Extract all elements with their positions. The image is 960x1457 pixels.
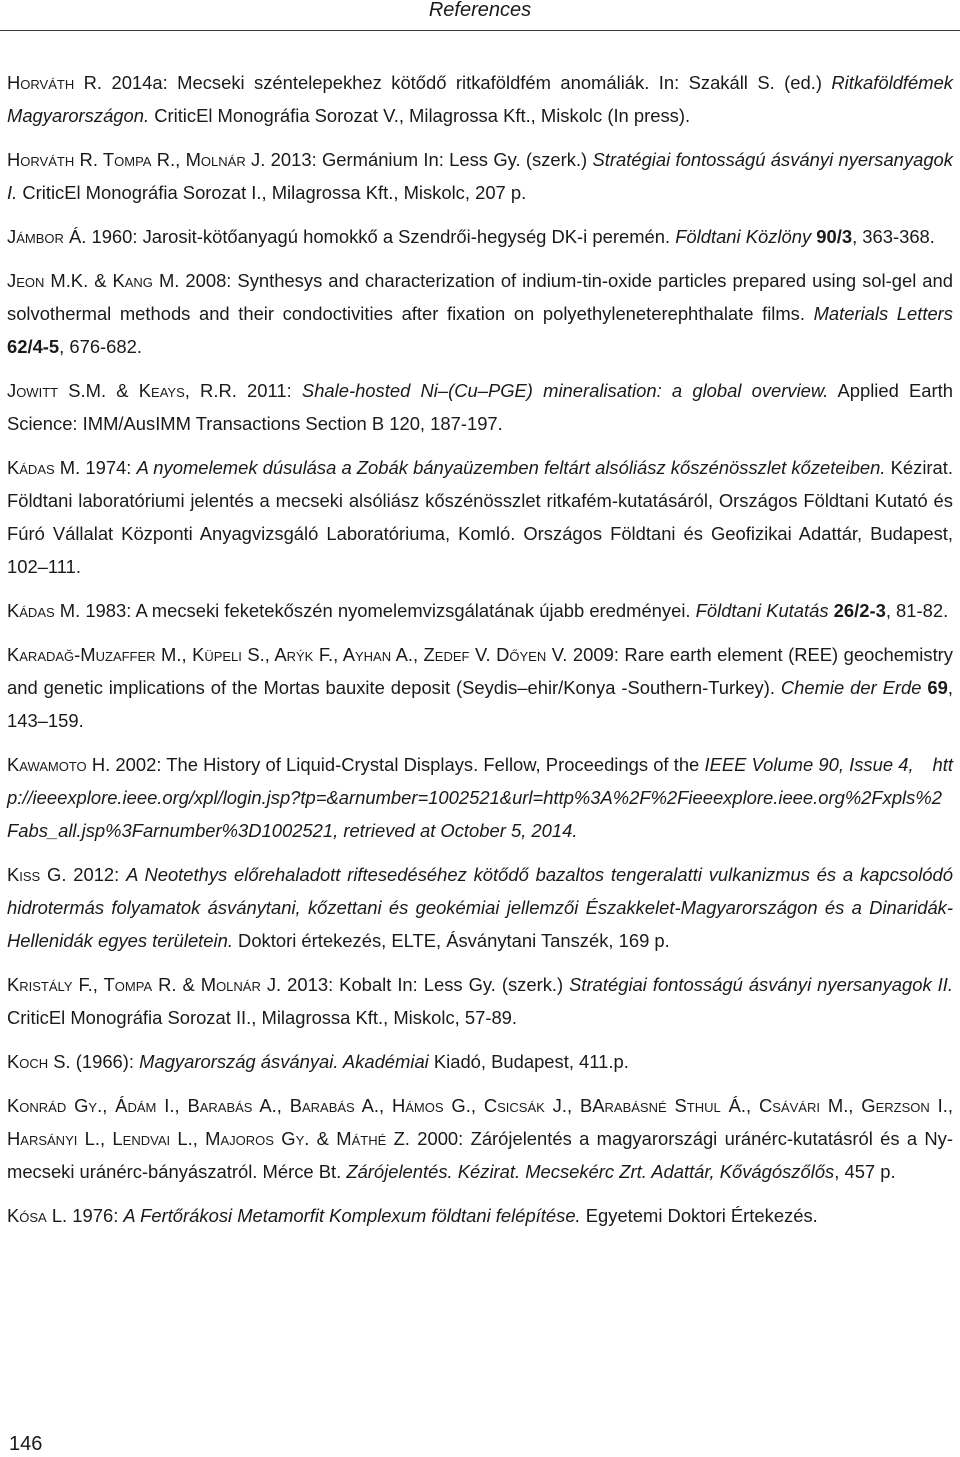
reference-authors: Jeon M.K. & Kang M. (7, 270, 180, 291)
reference-authors: Jowitt S.M. & Keays, R.R. (7, 380, 237, 401)
reference-entry (7, 143, 953, 209)
reference-entry (7, 374, 953, 440)
reference-authors: Kawamoto H. (7, 754, 111, 775)
reference-entry (7, 1089, 953, 1188)
reference-entry (7, 858, 953, 957)
reference-authors: Koch S. (7, 1051, 71, 1072)
reference-volume: 90/3 (816, 226, 853, 247)
reference-volume: 69 (927, 677, 948, 698)
reference-pages: , 363-368. (852, 226, 935, 247)
page-number: 146 (9, 1433, 43, 1455)
reference-entry (7, 451, 953, 583)
reference-authors: Kósa L. (7, 1205, 68, 1226)
reference-title: Stratégiai fontosságú ásványi nyersanyagok I. (7, 149, 953, 203)
reference-entry (7, 748, 953, 847)
reference-text: 1976: (67, 1205, 124, 1226)
reference-authors: Karadağ-Muzaffer M., Küpeli S., Arýk F., Ayhan A., Zedef V. Dőyen V. (7, 644, 568, 665)
reference-title: Zárójelentés. Kézirat. Mecsekérc Zrt. Adattár, Kővágószőlős (346, 1161, 835, 1182)
reference-authors: Kristály F., Tompa R. & Molnár J. (7, 974, 282, 995)
reference-journal: Földtani Közlöny (675, 226, 812, 247)
reference-title: A Neotethys előrehaladott riftesedéséhez kötődő bazaltos tengeralatti vulkanizmus és a kapcsolódó hidrotermás folyamatok ásványtani, kőzettani és geokémiai jellemzői Északkelet-Magyarországon és a Dinaridák-Hellenidák egyes területein. (7, 864, 953, 951)
reference-entry (7, 638, 953, 737)
reference-title: A Fertőrákosi Metamorfit Komplexum földtani felépítése. (123, 1205, 581, 1226)
reference-rest: CriticEl Monográfia Sorozat II., Milagrossa Kft., Miskolc, 57-89. (7, 1007, 518, 1028)
reference-authors: Jámbor Á. (7, 226, 87, 247)
reference-rest: Doktori értekezés, ELTE, Ásványtani Tanszék, 169 p. (232, 930, 670, 951)
reference-title: IEEE Volume 90, Issue 4,  http://ieeexplore.ieee.org/xpl/login.jsp?tp=&arnumber=1002521&url=http%3A%2F%2Fieeexplore.ieee.org%2Fxpls%2Fabs_all.jsp%3Farnumber%3D1002521, retrieved at October 5, 2014. (7, 754, 953, 841)
reference-text: 2002: The History of Liquid-Crystal Displays. Fellow, Proceedings of the (110, 754, 705, 775)
reference-pages: , 143–159. (7, 677, 953, 731)
reference-rest: CriticEl Monográfia Sorozat I., Milagrossa Kft., Miskolc, 207 p. (17, 182, 527, 203)
reference-entry (7, 1199, 953, 1232)
reference-authors: Konrád Gy., Ádám I., Barabás A., Barabás A., Hámos G., Csicsák J., BArabásné Sthul Á., Csávári M., Gerzson I., Harsányi L., Lendvai L., Majoros Gy. & Máthé Z. (7, 1095, 953, 1149)
reference-text: 2013: Kobalt In: Less Gy. (szerk.) (281, 974, 570, 995)
reference-list (7, 66, 953, 1243)
reference-rest: Kézirat. Földtani laboratóriumi jelentés a mecseki alsóliász kőszénösszlet ritkafém-kutatásáról, Országos Földtani Kutató és Fúró Vállalat Központi Anyagvizsgáló Laboratóriuma, Komló. Országos Földtani és Geofizikai Adattár, Budapest, 102–111. (7, 457, 953, 577)
reference-rest: Applied Earth Science: IMM/AusIMM Transactions Section B 120, 187-197. (7, 380, 953, 434)
reference-text: 2009: Rare earth element (REE) geochemistry and genetic implications of the Mortas bauxite deposit (Seydis–ehir/Konya -Southern-Turkey). (7, 644, 954, 698)
reference-pages: , 676-682. (59, 336, 142, 357)
reference-text: 1974: (80, 457, 137, 478)
reference-journal: Chemie der Erde (780, 677, 922, 698)
reference-rest: , 457 p. (834, 1161, 896, 1182)
reference-entry (7, 220, 953, 253)
reference-rest: Kiadó, Budapest, 411.p. (428, 1051, 629, 1072)
reference-authors: Kádas M. (7, 457, 81, 478)
reference-title: Ritkaföldfémek Magyarországon. (7, 72, 954, 126)
reference-entry (7, 264, 953, 363)
reference-volume: 26/2-3 (833, 600, 886, 621)
reference-text: 1983: A mecseki feketekőszén nyomelemvizsgálatának újabb eredményei. (80, 600, 696, 621)
reference-text: 2012: (66, 864, 127, 885)
header-rule (0, 30, 960, 31)
reference-rest: Egyetemi Doktori Értekezés. (580, 1205, 818, 1226)
reference-text: 2011: (236, 380, 302, 401)
reference-pages: , 81-82. (885, 600, 949, 621)
reference-entry (7, 594, 953, 627)
reference-text: 2013: Germánium In: Less Gy. (szerk.) (265, 149, 593, 170)
reference-entry (7, 1045, 953, 1078)
reference-text: 2008: Synthesys and characterization of indium-tin-oxide particles prepared using sol-gel and solvothermal methods and their condoctivities after fixation on polyethyleneterephthalate films. (7, 270, 953, 324)
reference-journal: Materials Letters (813, 303, 953, 324)
reference-text: 2000: Zárójelentés a magyarországi uránérc-kutatásról és a Ny-mecseki uránérc-bányászatról. Mérce Bt. (7, 1128, 953, 1182)
reference-title: Stratégiai fontosságú ásványi nyersanyagok II. (569, 974, 953, 995)
reference-volume: 62/4-5 (7, 336, 60, 357)
reference-text: 2014a: Mecseki széntelepekhez kötődő ritkaföldfém anomáliák. In: Szakáll S. (ed.) (102, 72, 832, 93)
reference-rest: CriticEl Monográfia Sorozat V., Milagrossa Kft., Miskolc (In press). (149, 105, 691, 126)
reference-text: (1966): (70, 1051, 140, 1072)
reference-journal: Földtani Kutatás (695, 600, 829, 621)
reference-entry (7, 66, 953, 132)
running-header: References (428, 0, 532, 21)
reference-entry (7, 968, 953, 1034)
reference-authors: Horváth R. (7, 72, 103, 93)
reference-title: Magyarország ásványai. Akadémiai (139, 1051, 429, 1072)
reference-title: Shale-hosted Ni–(Cu–PGE) mineralisation: a global overview. (301, 380, 829, 401)
reference-authors: Horváth R. Tompa R., Molnár J. (7, 149, 266, 170)
reference-authors: Kádas M. (7, 600, 81, 621)
reference-title: A nyomelemek dúsulása a Zobák bányaüzemben feltárt alsóliász kőszénösszlet kőzeteiben. (136, 457, 886, 478)
reference-authors: Kiss G. (7, 864, 67, 885)
reference-text: 1960: Jarosit-kötőanyagú homokkő a Szendrői-hegység DK-i peremén. (86, 226, 676, 247)
